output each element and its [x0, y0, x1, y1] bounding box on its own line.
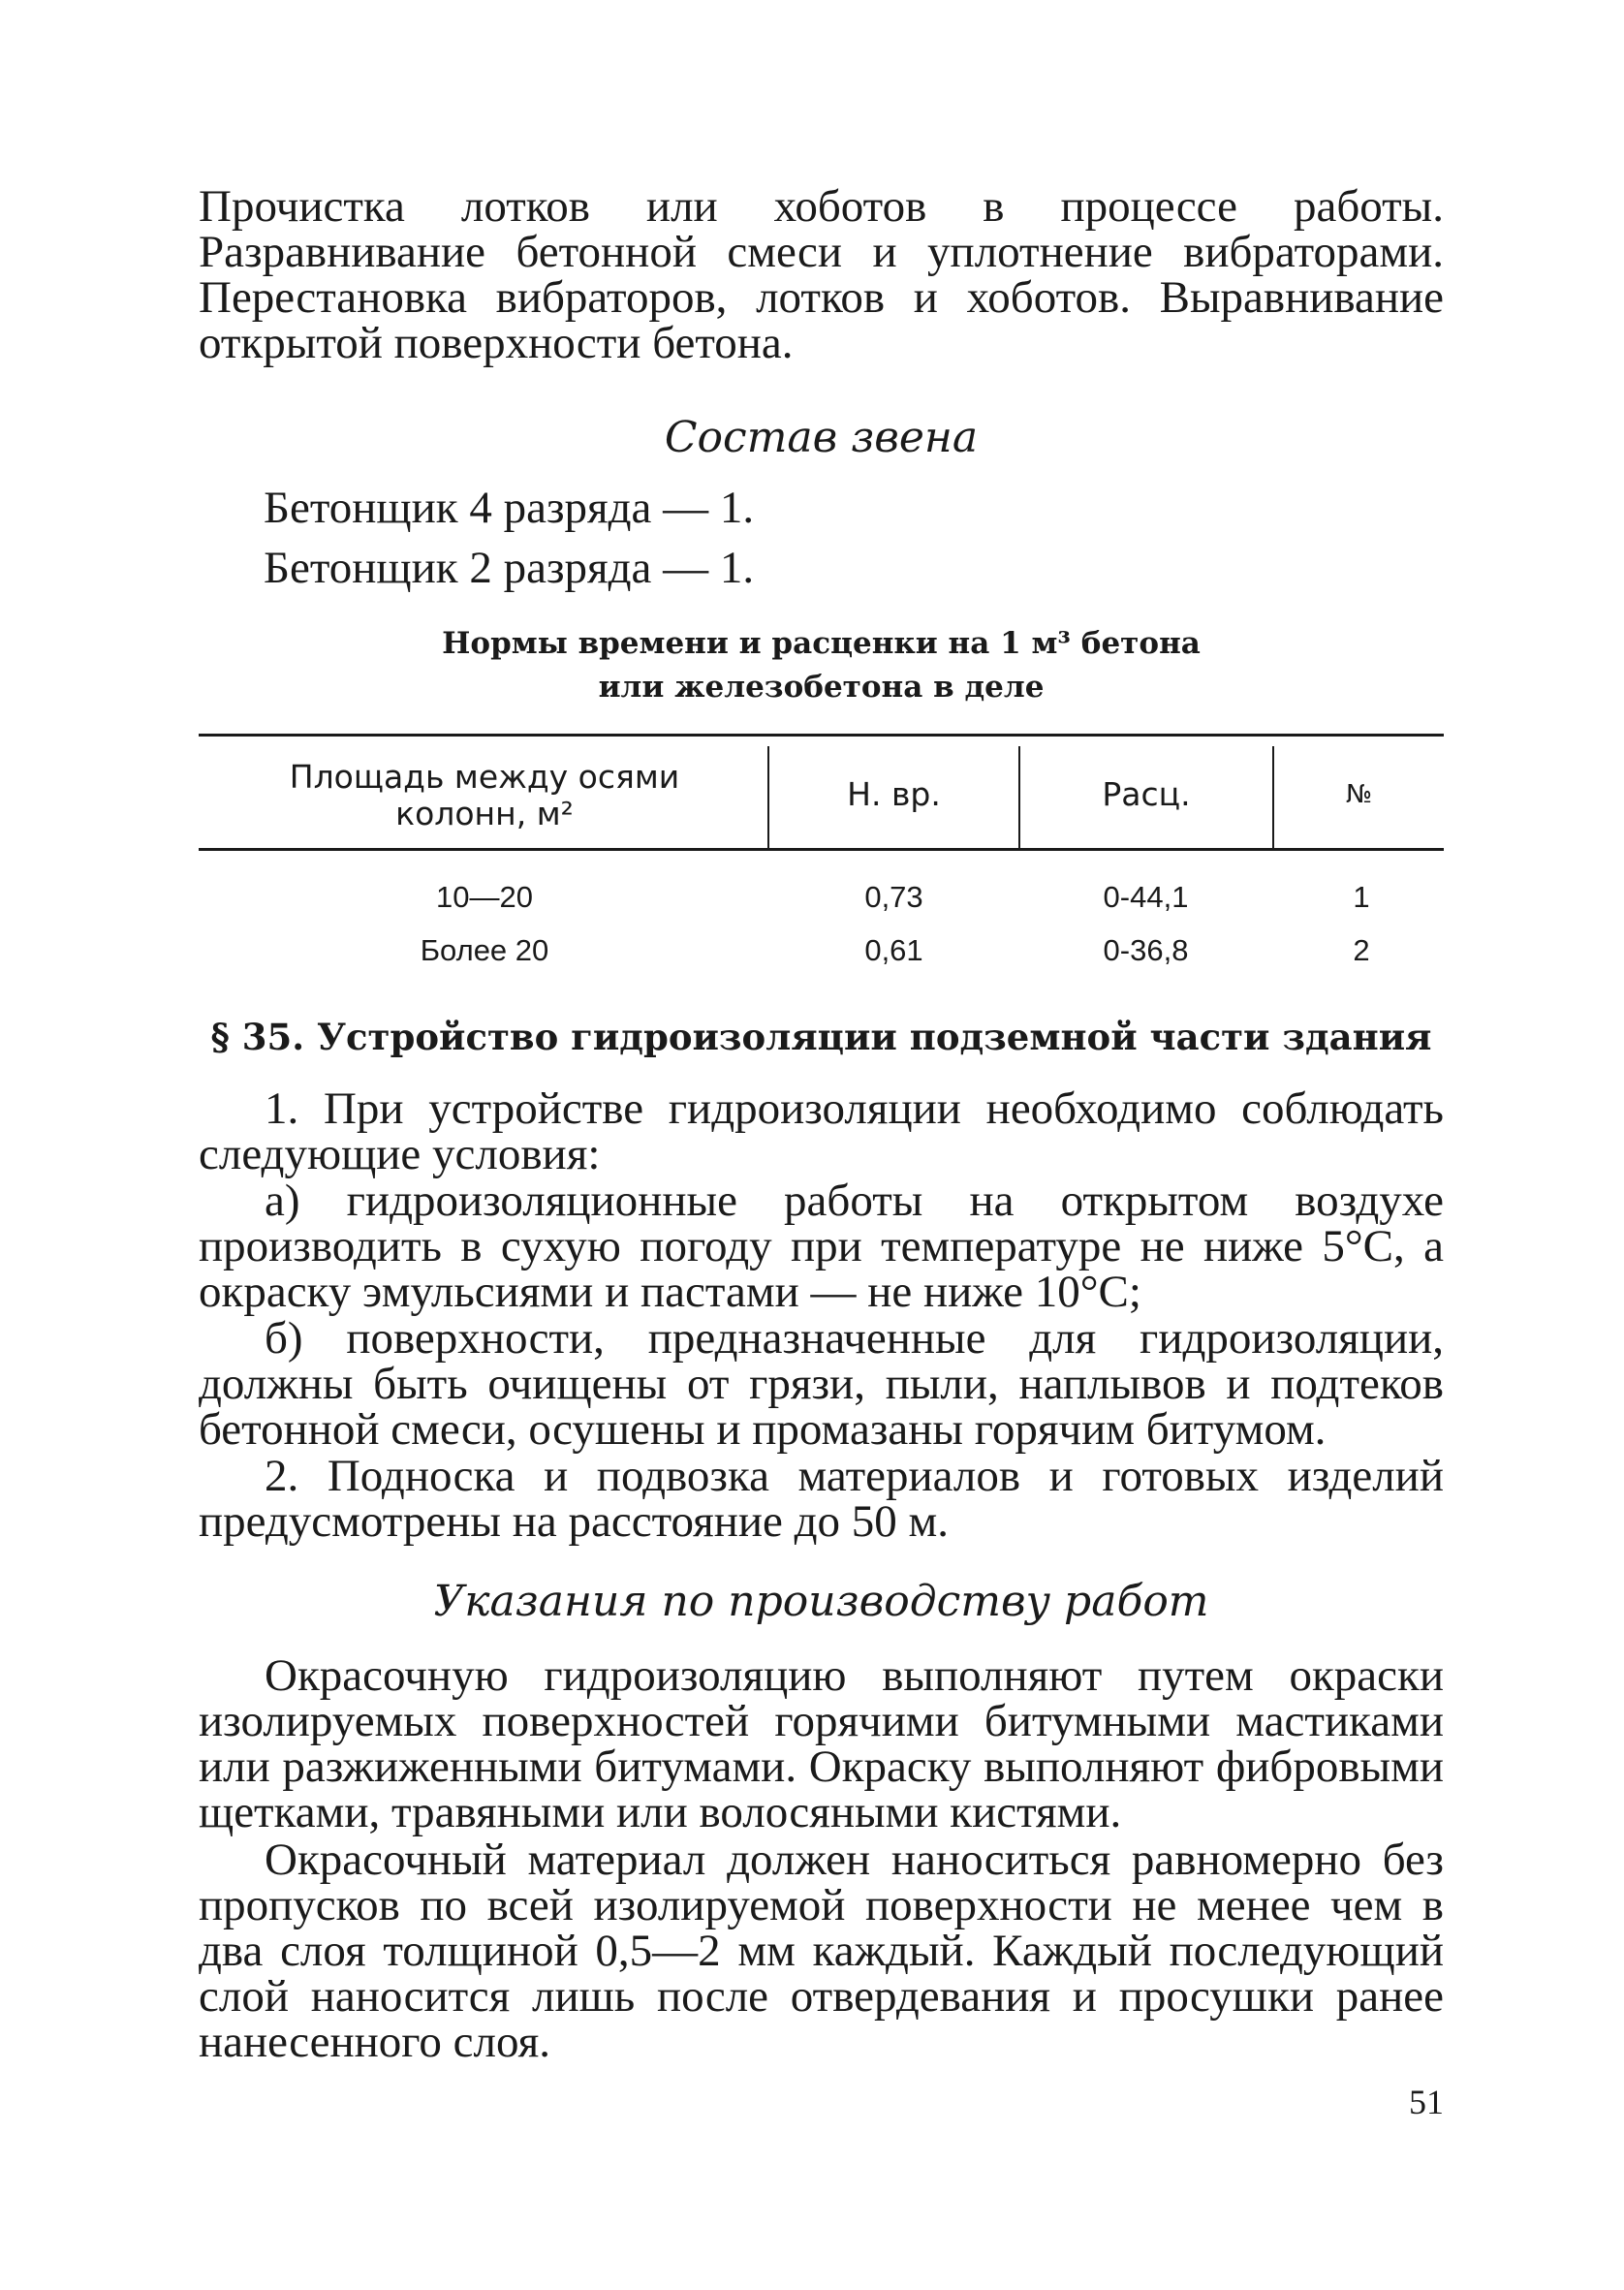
- table-top-rule: [199, 734, 1444, 737]
- cell-time: 0,61: [864, 933, 923, 967]
- header-number: №: [1345, 780, 1373, 809]
- page-number: 51: [1409, 2083, 1444, 2121]
- cell-rate: 0-44,1: [1103, 880, 1189, 914]
- cell-number: 2: [1353, 933, 1370, 967]
- crew-member: Бетонщик 2 разряда — 1.: [264, 543, 755, 593]
- norms-title: [199, 622, 1444, 709]
- instructions-heading: Указания по производству работ: [433, 1577, 1209, 1626]
- header-area: Площадь между осями колонн, м²: [289, 758, 680, 832]
- intro-paragraph: Прочистка лотков или хоботов в процессе работы. Разравнивание бетонной смеси и уплотнение вибраторами. Перестановка вибраторов, лотков и хоботов. Выравнивание открытой поверхности бетона.: [199, 181, 1444, 368]
- section-item-b: б) поверхности, предназначенные для гидроизоляции, должны быть очищены от грязи, пыли, наплывов и подтеков бетонной смеси, осушены и промазаны горячим битумом.: [199, 1313, 1444, 1455]
- section-item-a: а) гидроизоляционные работы на открытом воздухе производить в сухую погоду при температуре не ниже 5°С, а окраску эмульсиями и пастами — не ниже 10°С;: [199, 1176, 1444, 1317]
- header-rate: Расц.: [1102, 775, 1191, 813]
- cell-area: Более 20: [420, 933, 549, 967]
- header-time: Н. вр.: [847, 775, 941, 813]
- cell-rate: 0-36,8: [1103, 933, 1189, 967]
- section-heading: § 35. Устройство гидроизоляции подземной части здания: [210, 1016, 1432, 1058]
- cell-time: 0,73: [864, 880, 923, 914]
- crew-member: Бетонщик 4 разряда — 1.: [264, 483, 755, 533]
- table-header-rule: [199, 848, 1444, 851]
- crew-heading: Состав звена: [664, 413, 979, 462]
- crew-list: [264, 478, 754, 598]
- instructions-paragraph-2: Окрасочный материал должен наноситься равномерно без пропусков по всей изолируемой поверхности не менее чем в два слоя толщиной 0,5—2 мм каждый. Каждый последующий слой наносится лишь после отвердевания и просушки ранее нанесенного слоя.: [199, 1835, 1444, 2067]
- norms-title-line2: или железобетона в деле: [598, 670, 1045, 705]
- instructions-paragraph-1: Окрасочную гидроизоляцию выполняют путем окраски изолируемых поверхностей горячими битумными мастиками или разжиженными битумами. Окраску выполняют фибровыми щетками, травяными или волосяными кистями.: [199, 1650, 1444, 1837]
- norms-title-line1: Нормы времени и расценки на 1 м³ бетона: [442, 626, 1201, 661]
- cell-number: 1: [1353, 880, 1370, 914]
- cell-area: 10—20: [436, 880, 533, 914]
- section-paragraph-2: 2. Подноска и подвозка материалов и готовых изделий предусмотрены на расстояние до 50 м.: [199, 1451, 1444, 1547]
- section-paragraph-1: 1. При устройстве гидроизоляции необходимо соблюдать следующие условия:: [199, 1083, 1444, 1179]
